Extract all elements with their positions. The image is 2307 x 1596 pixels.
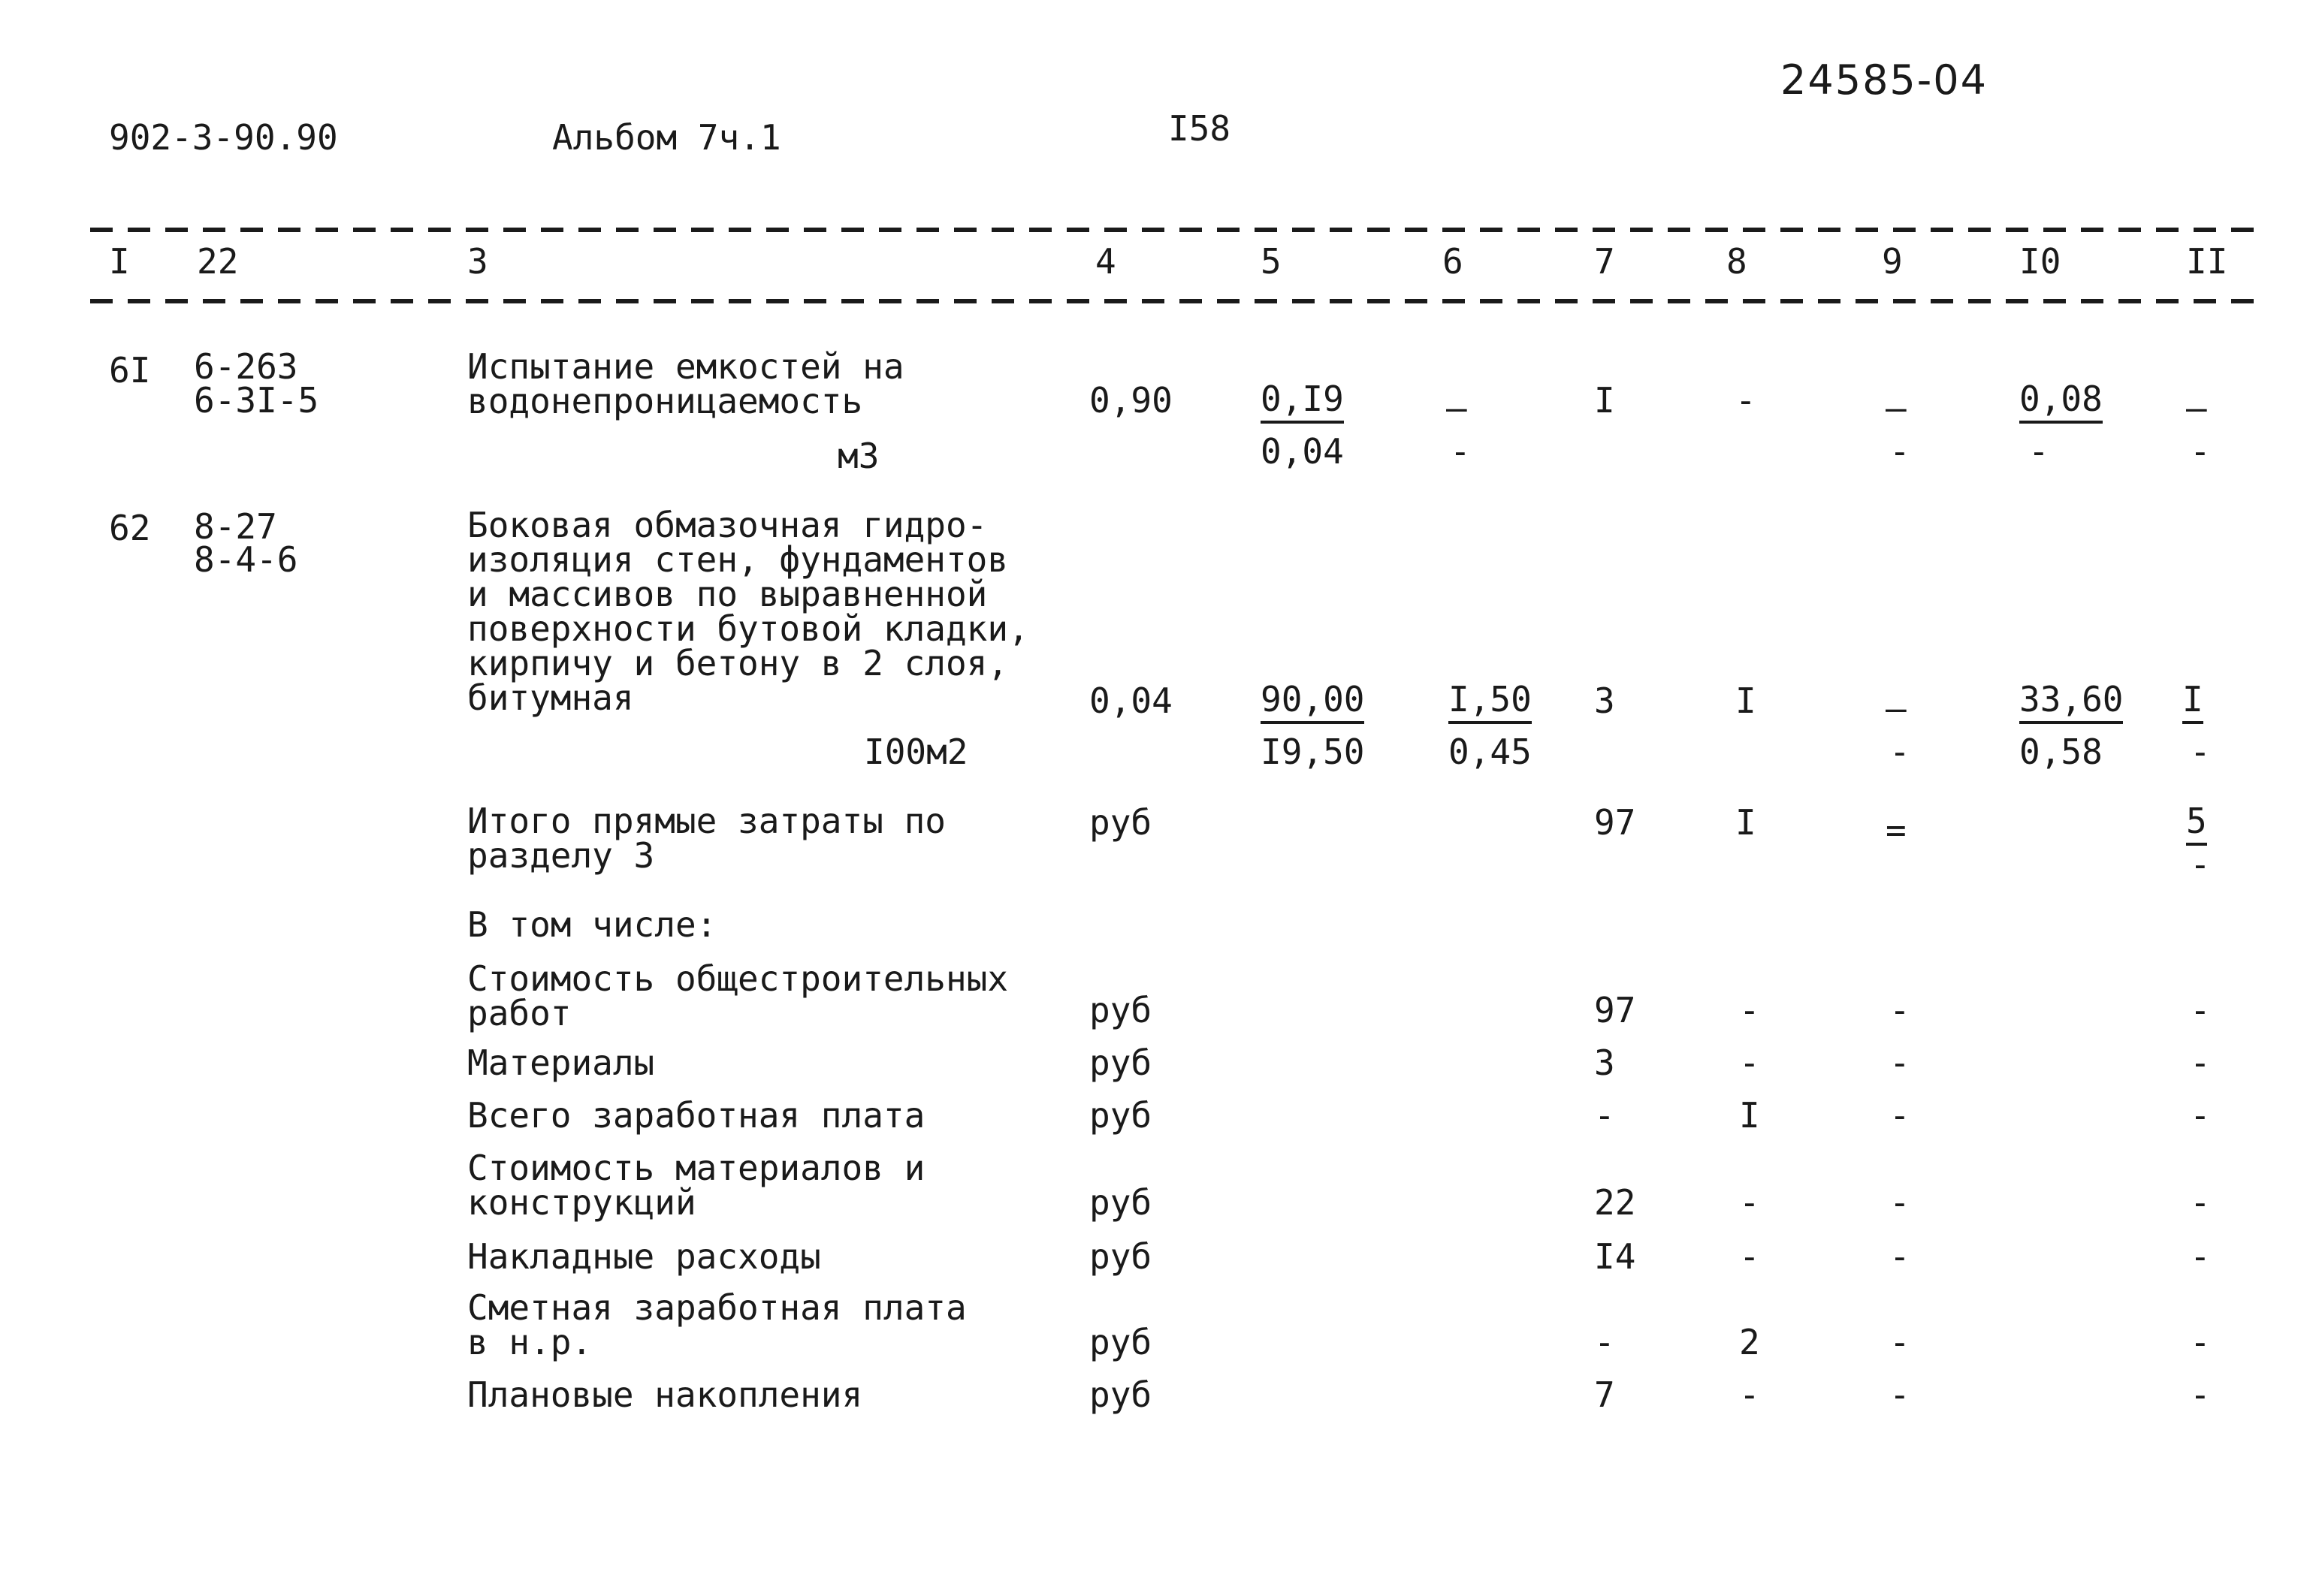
total-label: Итого прямые затраты по разделу 3: [467, 801, 946, 876]
col9-top-value: –: [1886, 388, 1907, 428]
col11-top-value: –: [2186, 388, 2207, 428]
breakdown-col11: -: [2190, 1322, 2211, 1362]
col5-top-value: 0,I9: [1261, 379, 1344, 424]
breakdown-unit: руб: [1089, 1322, 1152, 1362]
breakdown-col11: -: [2190, 1374, 2211, 1415]
col7-value: I: [1594, 380, 1615, 421]
breakdown-col8: -: [1739, 990, 1760, 1030]
breakdown-col8: I: [1739, 1095, 1760, 1136]
col10-bottom-value: 0,58: [2019, 732, 2103, 772]
page-number: I58: [1168, 108, 1231, 149]
breakdown-col7: -: [1594, 1322, 1615, 1362]
breakdown-col8: 2: [1739, 1322, 1760, 1362]
rate-code: 8-27: [194, 506, 277, 547]
quantity-value: 0,90: [1089, 380, 1173, 421]
col10-top-value: 0,08: [2019, 379, 2103, 424]
rate-code: 6-263: [194, 346, 298, 387]
col6-bottom-value: -: [1450, 431, 1471, 472]
row-number: 62: [109, 508, 151, 548]
breakdown-col7: -: [1594, 1095, 1615, 1136]
col11-top-value: I: [2182, 679, 2203, 724]
breakdown-col7: 97: [1594, 990, 1636, 1030]
total-col9: =: [1886, 810, 1907, 850]
breakdown-col7: I4: [1594, 1236, 1636, 1277]
header-bottom-rule: [90, 299, 2269, 303]
col8-value: -: [1735, 380, 1756, 421]
total-col8: I: [1735, 802, 1756, 843]
col-header-6: 6: [1442, 241, 1463, 282]
breakdown-unit: руб: [1089, 1236, 1152, 1277]
breakdown-col11: -: [2190, 990, 2211, 1030]
col-header-4: 4: [1095, 241, 1116, 282]
col6-top-value: –: [1446, 388, 1467, 428]
breakdown-col8: -: [1739, 1042, 1760, 1083]
col6-top-value: I,50: [1448, 679, 1532, 724]
col-header-8: 8: [1726, 241, 1747, 282]
breakdown-unit: руб: [1089, 1042, 1152, 1083]
col6-bottom-value: 0,45: [1448, 732, 1532, 772]
breakdown-label: Стоимость материалов и конструкций: [467, 1148, 926, 1223]
breakdown-label: Накладные расходы: [467, 1236, 821, 1277]
breakdown-col9: -: [1889, 1182, 1910, 1223]
col-header-10: I0: [2019, 241, 2061, 282]
breakdown-col11: -: [2190, 1095, 2211, 1136]
norm-code: 8-4-6: [194, 539, 298, 580]
col9-top-value: –: [1886, 688, 1907, 729]
col9-bottom-value: -: [1889, 732, 1910, 772]
document-code: 902-3-90.90: [109, 117, 338, 158]
including-label: В том числе:: [467, 904, 717, 945]
col5-bottom-value: I9,50: [1261, 732, 1365, 772]
col10-bottom-value: -: [2028, 431, 2049, 472]
breakdown-unit: руб: [1089, 1374, 1152, 1415]
breakdown-unit: руб: [1089, 1095, 1152, 1136]
work-description: Боковая обмазочная гидро- изоляция стен, фундаментов и массивов по выравненной поверхности бутовой кладки, кирпичу и бетону в 2 слоя, битумная: [467, 505, 1029, 718]
breakdown-col11: -: [2190, 1042, 2211, 1083]
breakdown-col7: 22: [1594, 1182, 1636, 1223]
breakdown-col9: -: [1889, 1322, 1910, 1362]
header-top-rule: [90, 228, 2269, 232]
breakdown-label: Всего заработная плата: [467, 1095, 926, 1136]
col-header-7: 7: [1594, 241, 1615, 282]
album-label: Альбом 7ч.1: [552, 117, 781, 158]
breakdown-label: Сметная заработная плата в н.р.: [467, 1287, 967, 1362]
breakdown-col7: 3: [1594, 1042, 1615, 1083]
breakdown-label: Плановые накопления: [467, 1374, 863, 1415]
breakdown-col8: -: [1739, 1236, 1760, 1277]
col5-top-value: 90,00: [1261, 679, 1364, 724]
col11-bottom-value: -: [2190, 431, 2211, 472]
breakdown-col8: -: [1739, 1374, 1760, 1415]
col-header-9: 9: [1882, 241, 1903, 282]
breakdown-label: Стоимость общестроительных работ: [467, 958, 1009, 1033]
work-description: Испытание емкостей на водонепроницаемость: [467, 346, 904, 421]
breakdown-unit: руб: [1089, 990, 1152, 1030]
unit-label: I00м2: [864, 732, 968, 772]
breakdown-unit: руб: [1089, 1182, 1152, 1223]
total-unit: руб: [1089, 802, 1152, 843]
breakdown-col11: -: [2190, 1236, 2211, 1277]
col9-bottom-value: -: [1889, 431, 1910, 472]
col8-value: I: [1735, 680, 1756, 721]
breakdown-col9: -: [1889, 1095, 1910, 1136]
col11-bottom-value: -: [2190, 732, 2211, 772]
col10-top-value: 33,60: [2019, 679, 2123, 724]
breakdown-col9: -: [1889, 1042, 1910, 1083]
breakdown-col9: -: [1889, 990, 1910, 1030]
breakdown-col7: 7: [1594, 1374, 1615, 1415]
breakdown-label: Материалы: [467, 1042, 655, 1083]
document-stamp-number: 24585-04: [1780, 56, 1988, 104]
col-header-11: II: [2186, 241, 2228, 282]
col5-bottom-value: 0,04: [1261, 431, 1344, 472]
total-col11-top: 5: [2186, 801, 2207, 846]
col7-value: 3: [1594, 680, 1615, 721]
col-header-1: I: [109, 241, 130, 282]
quantity-value: 0,04: [1089, 680, 1173, 721]
col-header-5: 5: [1261, 241, 1282, 282]
col-header-2: 22: [197, 241, 239, 282]
breakdown-col8: -: [1739, 1182, 1760, 1223]
total-col7: 97: [1594, 802, 1636, 843]
total-col11-bottom: -: [2190, 844, 2211, 885]
row-number: 6I: [109, 350, 151, 391]
col-header-3: 3: [467, 241, 488, 282]
unit-label: м3: [838, 436, 880, 476]
breakdown-col11: -: [2190, 1182, 2211, 1223]
breakdown-col9: -: [1889, 1374, 1910, 1415]
breakdown-col9: -: [1889, 1236, 1910, 1277]
norm-code: 6-3I-5: [194, 380, 319, 421]
